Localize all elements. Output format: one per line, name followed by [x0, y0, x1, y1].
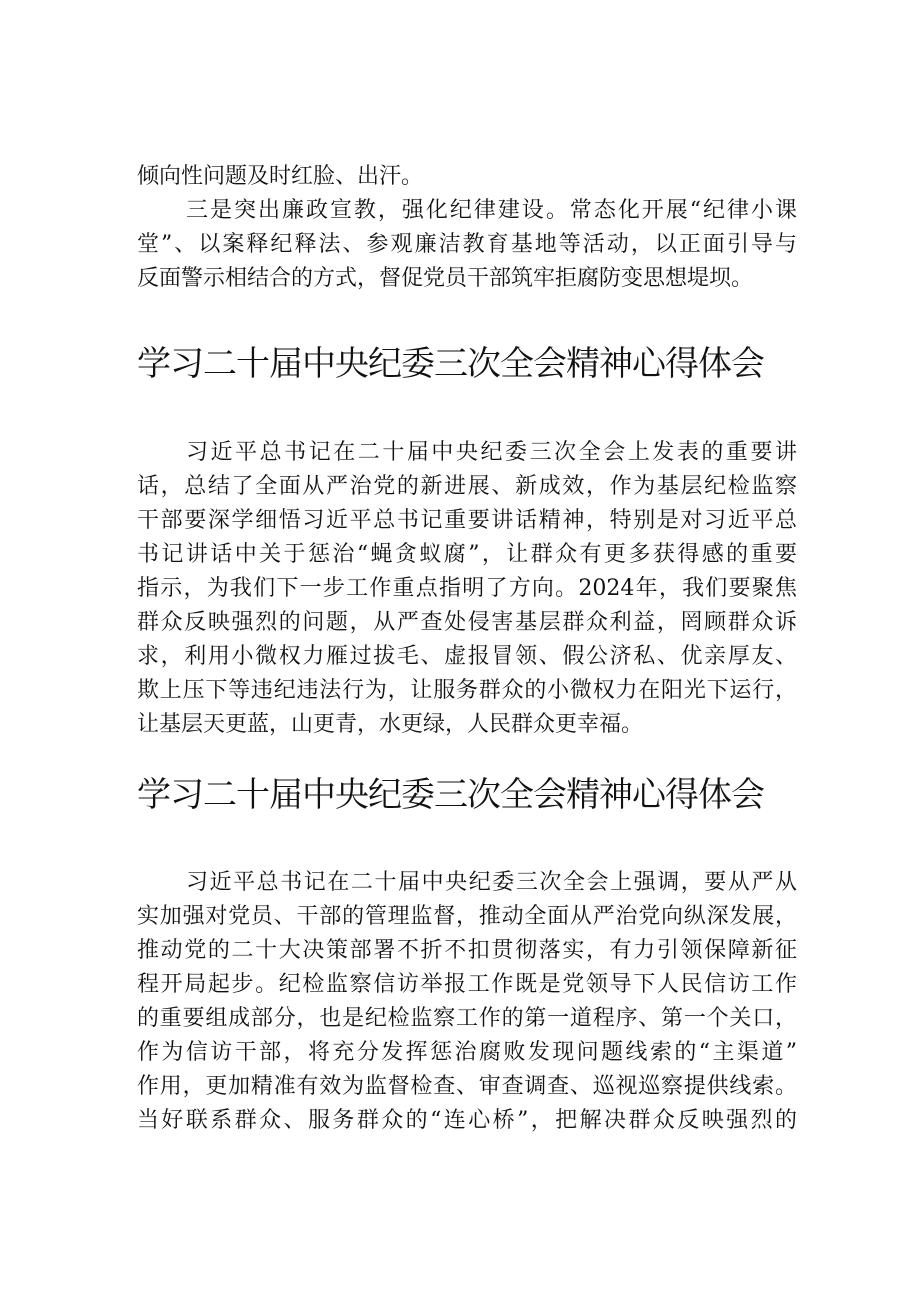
body-line: 的重要组成部分，也是纪检监察工作的第一道程序、第一个关口， — [137, 1006, 797, 1031]
body-line: 求，利用小微权力雁过拔毛、虚报冒领、假公济私、优亲厚友、 — [137, 644, 797, 669]
body-line: 话，总结了全面从严治党的新进展、新成效，作为基层纪检监察 — [137, 474, 797, 499]
body-line: 指示，为我们下一步工作重点指明了方向。2024年，我们要聚焦 — [137, 576, 797, 601]
section-title: 学习二十届中央纪委三次全会精神心得体会 — [137, 344, 764, 384]
body-line: 书记讲话中关于惩治“蝇贪蚁腐”，让群众有更多获得感的重要 — [137, 542, 797, 567]
body-line: 习近平总书记在二十届中央纪委三次全会上强调，要从严从 — [186, 870, 797, 895]
body-line: 干部要深学细悟习近平总书记重要讲话精神，特别是对习近平总 — [137, 508, 797, 533]
intro-line: 堂”、以案释纪释法、参观廉洁教育基地等活动，以正面引导与 — [137, 232, 797, 257]
intro-line: 三是突出廉政宣教，强化纪律建设。常态化开展“纪律小课 — [186, 198, 797, 223]
section-title: 学习二十届中央纪委三次全会精神心得体会 — [137, 775, 764, 815]
body-line: 群众反映强烈的问题，从严查处侵害基层群众利益，罔顾群众诉 — [137, 610, 797, 635]
body-line: 习近平总书记在二十届中央纪委三次全会上发表的重要讲 — [186, 440, 797, 465]
body-line: 作为信访干部，将充分发挥惩治腐败发现问题线索的“主渠道” — [137, 1040, 797, 1065]
body-line: 让基层天更蓝，山更青，水更绿，人民群众更幸福。 — [137, 712, 644, 737]
body-line: 程开局起步。纪检监察信访举报工作既是党领导下人民信访工作 — [137, 972, 797, 997]
body-line: 作用，更加精准有效为监督检查、审查调查、巡视巡察提供线索。 — [137, 1074, 797, 1099]
intro-line: 反面警示相结合的方式，督促党员干部筑牢拒腐防变思想堤坝。 — [137, 266, 754, 291]
body-line: 欺上压下等违纪违法行为，让服务群众的小微权力在阳光下运行， — [137, 678, 797, 703]
intro-line: 倾向性问题及时红脸、出汗。 — [137, 164, 424, 189]
body-line: 实加强对党员、干部的管理监督，推动全面从严治党向纵深发展， — [137, 904, 797, 929]
body-line: 当好联系群众、服务群众的“连心桥”，把解决群众反映强烈的 — [137, 1108, 797, 1133]
body-line: 推动党的二十大决策部署不折不扣贯彻落实，有力引领保障新征 — [137, 938, 797, 963]
